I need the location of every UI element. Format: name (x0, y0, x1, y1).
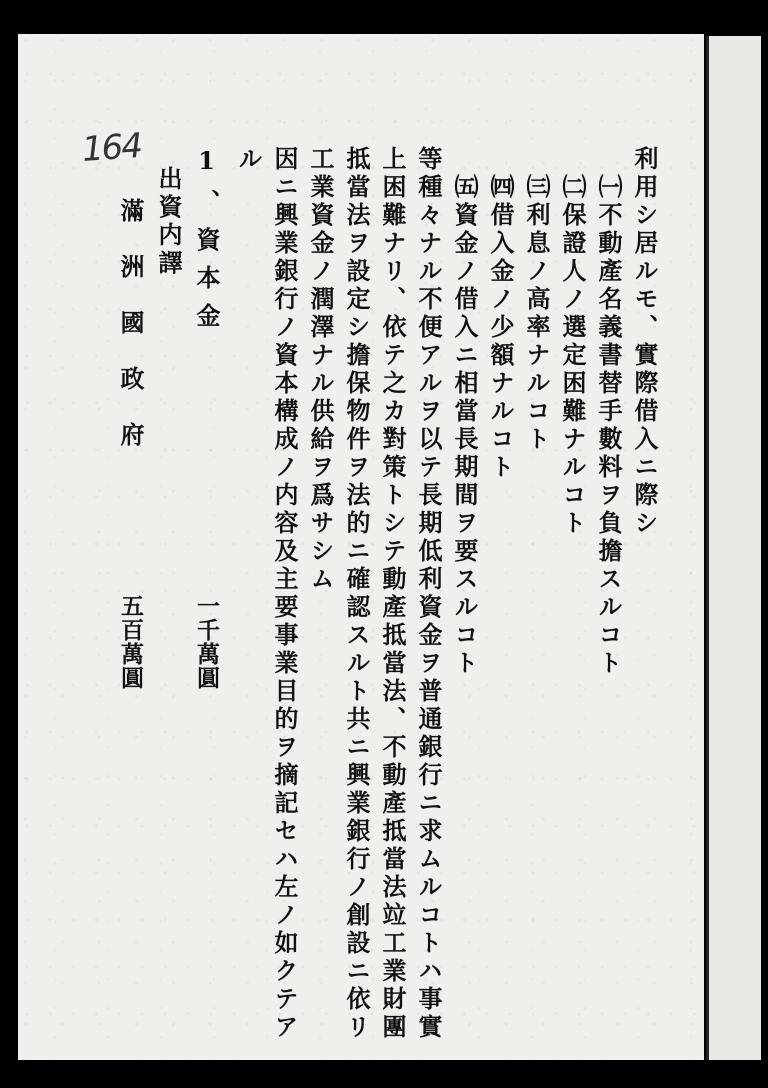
text-column-12: ル (234, 146, 263, 174)
text-column-10: 工業資金ノ潤澤ナル供給ヲ爲サシム (306, 146, 335, 594)
text-column-11: 因ニ興業銀行ノ資本構成ノ内容及主要事業目的ヲ摘記セハ左ノ如クテア (270, 146, 299, 1042)
adjacent-page-edge (706, 36, 761, 1060)
text-column-3: ㈡保證人ノ選定困難ナルコト (558, 174, 587, 538)
subheading-investment-breakdown: 出資内譯 (154, 166, 183, 278)
text-column-5: ㈣借入金ノ少額ナルコト (486, 174, 515, 482)
text-column-1: 利用シ居ルモ、實際借入ニ際シ (630, 146, 659, 538)
text-column-6: ㈤資金ノ借入ニ相當長期間ヲ要スルコト (450, 174, 479, 678)
text-column-2: ㈠不動產名義書替手數料ヲ負擔スルコト (594, 174, 623, 678)
text-column-7: 等種々ナル不便アルヲ以テ長期低利資金ヲ普通銀行ニ求ムルコトハ事實 (414, 146, 443, 1042)
page-number: 164 (80, 125, 143, 171)
text-column-8: 上困難ナリ、依テ之カ對策トシテ動產抵當法、不動產抵當法竝工業財團 (378, 146, 407, 1042)
manchukuo-amount: 五百萬圓 (117, 594, 144, 690)
section-heading-capital: 1、資本金 (192, 146, 221, 341)
capital-amount: 一千萬圓 (193, 594, 220, 690)
text-column-9: 抵當法ヲ設定シ擔保物件ヲ法的ニ確認スルト共ニ興業銀行ノ創設ニ依リ (342, 146, 371, 1042)
investor-manchukuo-government: 滿洲國政府 (116, 198, 145, 478)
text-column-4: ㈢利息ノ高率ナルコト (522, 174, 551, 454)
